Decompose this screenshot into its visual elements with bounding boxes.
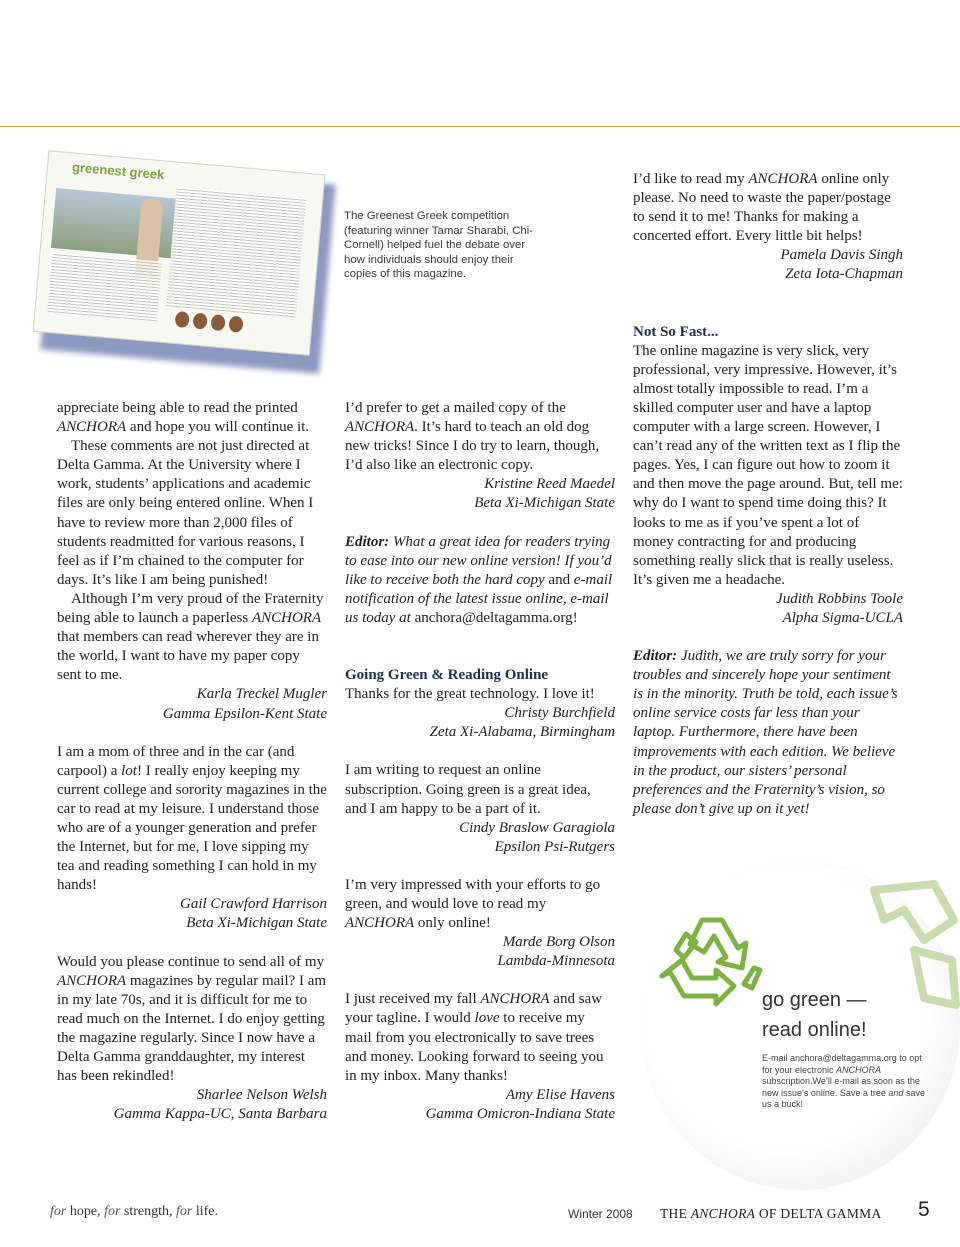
- signature-name: Cindy Braslow Garagiola: [459, 819, 615, 836]
- signature-chapter: Zeta Iota-Chapman: [785, 266, 903, 283]
- promo-headline: go green — read online!: [762, 989, 867, 1041]
- signature-chapter: Gamma Kappa-UC, Santa Barbara: [113, 1106, 327, 1123]
- signature-name: Kristine Reed Maedel: [484, 476, 615, 493]
- thumbnail-face: [210, 314, 225, 331]
- section-heading: Not So Fast...: [633, 323, 719, 340]
- large-recycle-icon: [864, 880, 960, 1010]
- letter-judith: The online magazine is very slick, very professional, very impressive. However, it’s almost totally impossible to read. I’m a skilled computer user and have a laptop computer with a large screen. However, I can’t read any of the written text as I flip the pages. Yes, I can figure out how to zoom it and then move the page around. But, tell me: why do I want to spend time doing this? It looks to me as if you’ve spent a lot of money contracting for and producing something really slick that is really useless. It’s given me a headache. Judith Robbins Toole Alpha Sigma-UCLA: [633, 342, 903, 628]
- letter-gail: I am a mom of three and in the car (and carpool) a lot! I really enjoy keeping my current college and sorority magazines in the car to read at my leisure. I understand those who are of a younger generation and prefer the Internet, but for me, I love sipping my tea and reading something I can hold in my hands! Gail Crawford Harrison Beta Xi-Michigan State: [57, 743, 327, 934]
- signature-chapter: Zeta Xi-Alabama, Birmingham: [429, 724, 615, 741]
- signature-name: Gail Crawford Harrison: [180, 896, 327, 913]
- signature-name: Judith Robbins Toole: [776, 590, 903, 607]
- column-2: [345, 399, 615, 1124]
- signature-chapter: Beta Xi-Michigan State: [186, 915, 327, 932]
- letter-marde: I’m very impressed with your efforts to go green, and would love to read my ANCHORA only online! Marde Borg Olson Lambda-Minnesota: [345, 876, 615, 971]
- thumbnail-face: [228, 316, 243, 333]
- signature-name: Marde Borg Olson: [502, 934, 615, 951]
- signature-chapter: Beta Xi-Michigan State: [474, 495, 615, 512]
- recycle-icon: [656, 912, 768, 1018]
- signature-chapter: Lambda-Minnesota: [497, 953, 615, 970]
- signature-chapter: Gamma Epsilon-Kent State: [162, 705, 327, 722]
- footer-tagline: for hope, for strength, for life.: [50, 1204, 219, 1219]
- signature-name: Sharlee Nelson Welsh: [196, 1087, 327, 1104]
- signature-name: Karla Treckel Mugler: [196, 686, 327, 703]
- signature-name: Amy Elise Havens: [505, 1086, 615, 1103]
- header-rule: [0, 126, 960, 127]
- column-3: [633, 170, 903, 819]
- signature-chapter: Alpha Sigma-UCLA: [782, 609, 903, 626]
- signature-chapter: Epsilon Psi-Rutgers: [494, 838, 615, 855]
- footer-issue: Winter 2008: [568, 1207, 633, 1221]
- column-1: [57, 399, 327, 1124]
- signature-name: Christy Burchfield: [504, 705, 615, 722]
- thumbnail-face: [175, 311, 190, 328]
- signature-chapter: Gamma Omicron-Indiana State: [425, 1105, 615, 1122]
- footer-magazine-title: THE ANCHORA OF DELTA GAMMA: [660, 1206, 882, 1221]
- promo-text: E-mail anchora@deltagamma.org to opt for your electronic ANCHORA subscription.We’ll e-mail as soon as the new issue’s online. Save a tree and save us a buck!: [762, 1053, 925, 1109]
- page-number: 5: [918, 1198, 930, 1221]
- editor-email[interactable]: anchora@deltagamma.org!: [414, 609, 578, 626]
- thumbnail-text-block: [166, 187, 306, 318]
- letter-cindy: I am writing to request an online subscription. Going green is a great idea, and I am happy to be a part of it. Cindy Braslow Garagiola Epsilon Psi-Rutgers: [345, 761, 615, 856]
- letter-karla: appreciate being able to read the printed ANCHORA and hope you will continue it. These comments are not just directed at Delta Gamma. At the University where I work, students’ applications and academic files are only being entered online. When I have to review more than 2,000 files of students readmitted for various reasons, I feel as if I’m chained to the computer for days. It’s like I am being punished! Although I’m very proud of the Fraternity being able to launch a paperless ANCHORA that members can read wherever they are in the world, I want to have my paper copy sent to me. Karla Treckel Mugler Gamma Epsilon-Kent State: [57, 399, 327, 724]
- letter-christy: Thanks for the great technology. I love it! Christy Burchfield Zeta Xi-Alabama, Birmingham: [345, 685, 615, 742]
- editor-note-1: Editor: What a great idea for readers trying to ease into our new online version! If you’d like to receive both the hard copy and e-mail notification of the latest issue online, e-mail us today at anchora@deltagamma.org!: [345, 533, 613, 626]
- signature-name: Pamela Davis Singh: [780, 247, 903, 264]
- thumbnail-photos: [175, 311, 244, 333]
- editor-note-2: Editor: Judith, we are truly sorry for your troubles and sincerely hope your sentiment is in the minority. Truth be told, each issue’s online service costs far less than your laptop. Furthermore, there have been improvements with each edition. We believe in the product, our sisters’ personal preferences and the Fraternity’s vision, so please don’t give up on it yet!: [633, 648, 898, 817]
- letter-kristine: I’d prefer to get a mailed copy of the ANCHORA. It’s hard to teach an old dog new tricks! Since I do try to learn, though, I’d also like an electronic copy. Kristine Reed Maedel Beta Xi-Michigan State: [345, 399, 615, 514]
- thumbnail-text-block: [47, 252, 162, 321]
- thumbnail-title: greenest greek: [71, 159, 165, 183]
- letter-sharlee: Would you please continue to send all of my ANCHORA magazines by regular mail? I am in my late 70s, and it is difficult for me to read much on the Internet. I do enjoy getting the magazine regularly. Since I now have a Delta Gamma granddaughter, my interest has been rekindled! Sharlee Nelson Welsh Gamma Kappa-UC, Santa Barbara: [57, 953, 327, 1125]
- thumbnail-face: [192, 313, 207, 330]
- magazine-thumbnail: [33, 150, 326, 356]
- letter-amy: I just received my fall ANCHORA and saw your tagline. I would love to receive my mail from you electronically to save trees and money. Looking forward to seeing you in my inbox. Many thanks! Amy Elise Havens Gamma Omicron-Indiana State: [345, 990, 615, 1124]
- section-heading: Going Green & Reading Online: [345, 667, 549, 684]
- letter-pamela: I’d like to read my ANCHORA online only please. No need to waste the paper/postage to send it to me! Thanks for making a concerted effort. Every little bit helps! Pamela Davis Singh Zeta Iota-Chapman: [633, 170, 903, 285]
- thumbnail-caption: The Greenest Greek competition (featuring winner Tamar Sharabi, Chi-Cornell) helped fuel the debate over how individuals should enjoy their copies of this magazine.: [344, 210, 534, 281]
